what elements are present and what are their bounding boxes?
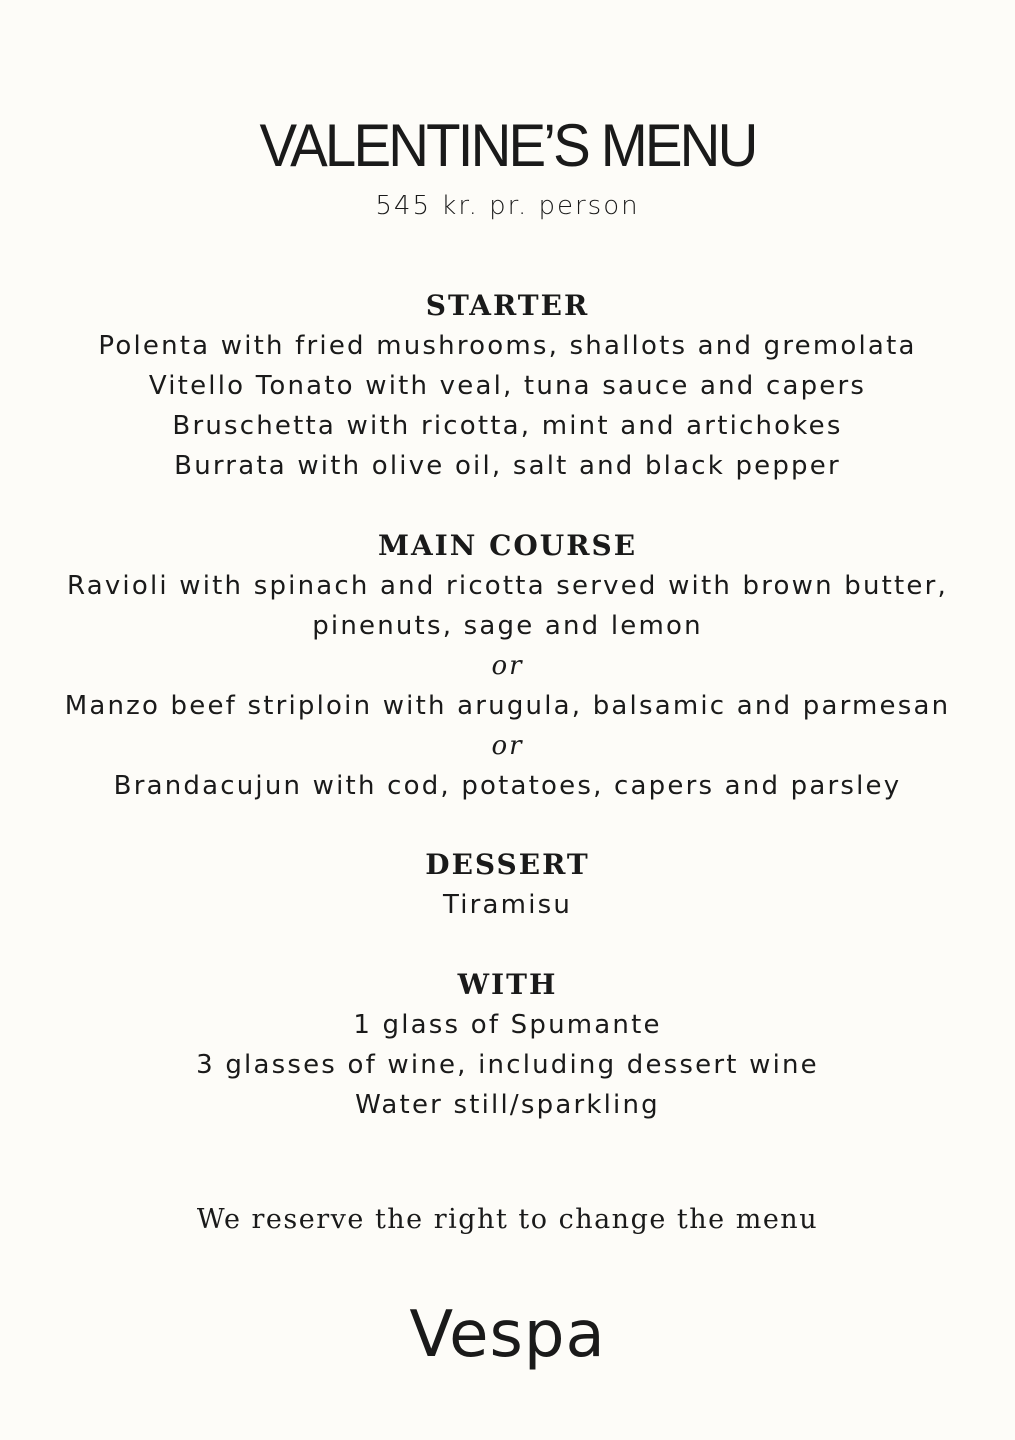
price-per-person: 545 kr. pr. person (375, 191, 640, 221)
or-separator: or (491, 731, 524, 761)
main-course-heading: MAIN COURSE (377, 529, 638, 562)
main-course-item: Ravioli with spinach and ricotta served with brown butter, (67, 571, 948, 601)
starter-heading: STARTER (425, 289, 590, 322)
starter-section (0, 286, 1015, 486)
menu-title: VALENTINE’S MENU (259, 112, 756, 179)
or-separator: or (491, 651, 524, 681)
with-item: 3 glasses of wine, including dessert wine (196, 1050, 819, 1080)
vespa-logo: Vespa (409, 1298, 606, 1372)
starter-item: Bruschetta with ricotta, mint and artichokes (172, 411, 843, 441)
with-section (0, 965, 1015, 1125)
main-course-item: pinenuts, sage and lemon (312, 611, 703, 641)
with-item: Water still/sparkling (355, 1090, 660, 1120)
main-course-section (0, 526, 1015, 806)
starter-item: Vitello Tonato with veal, tuna sauce and capers (148, 371, 867, 401)
main-course-item: Brandacujun with cod, potatoes, capers and parsley (113, 771, 902, 801)
dessert-section (0, 845, 1015, 925)
dessert-heading: DESSERT (425, 848, 590, 881)
with-heading: WITH (457, 968, 558, 1001)
main-course-item: Manzo beef striploin with arugula, balsamic and parmesan (64, 691, 951, 721)
starter-item: Polenta with fried mushrooms, shallots and gremolata (98, 331, 917, 361)
disclaimer-text: We reserve the right to change the menu (196, 1204, 819, 1235)
starter-item: Burrata with olive oil, salt and black pepper (174, 451, 841, 481)
dessert-item: Tiramisu (442, 890, 573, 920)
with-item: 1 glass of Spumante (353, 1010, 662, 1040)
